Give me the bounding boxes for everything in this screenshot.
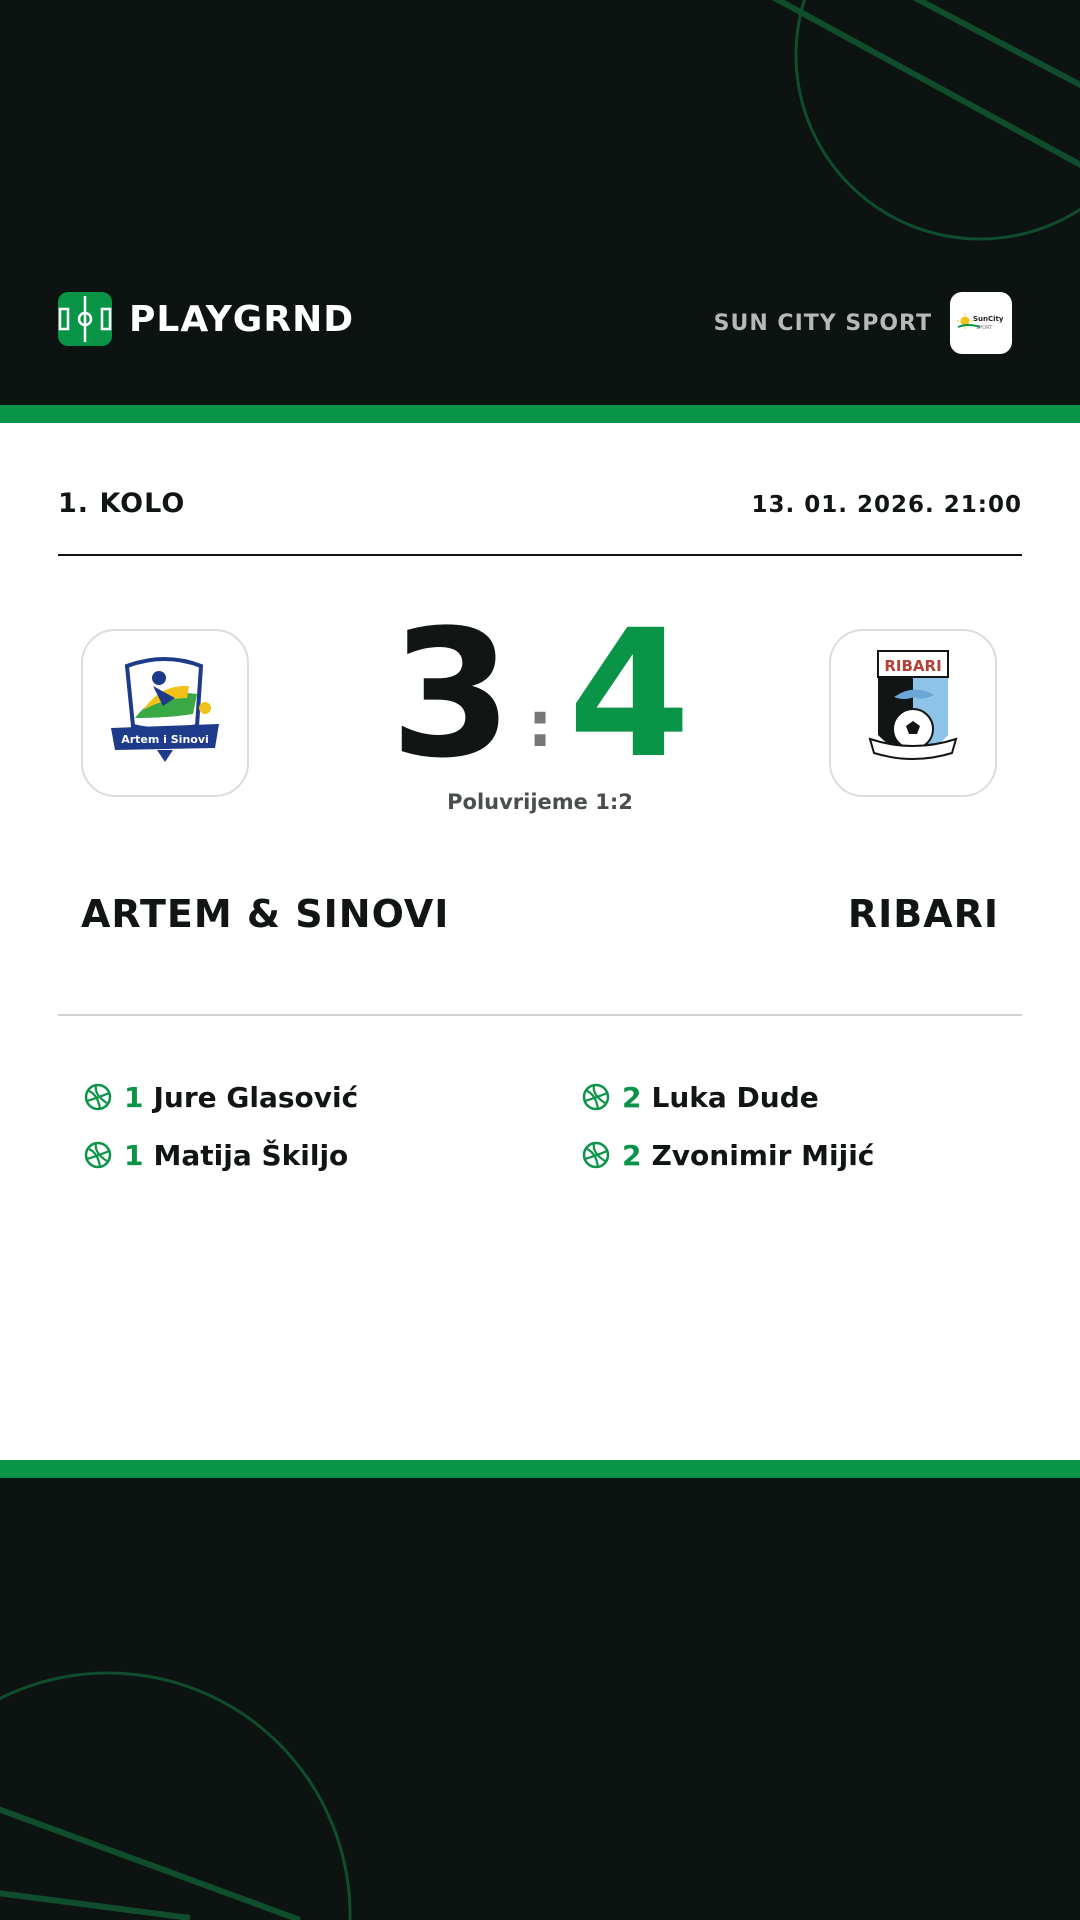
halftime-score: Poluvrijeme 1:2: [447, 790, 633, 814]
round-label: 1. KOLO: [58, 488, 186, 519]
sponsor-badge-text: SunCity: [973, 315, 1004, 323]
away-crest-text: RIBARI: [884, 657, 942, 675]
match-datetime: 13. 01. 2026. 21:00: [751, 492, 1022, 518]
home-team-crest: [81, 629, 249, 797]
sponsor: [714, 292, 1012, 354]
ball-icon: [84, 1083, 112, 1111]
ball-icon: [582, 1141, 610, 1169]
goal-count: 1: [124, 1080, 144, 1114]
header: [0, 0, 1080, 405]
away-scorers-list: [582, 1068, 1022, 1184]
player-name: Zvonimir Mijić: [651, 1138, 875, 1172]
away-team-crest: [829, 629, 997, 797]
list-item: [84, 1068, 524, 1126]
away-team-name: RIBARI: [847, 892, 999, 936]
away-score: 4: [568, 592, 691, 797]
sponsor-name: SUN CITY SPORT: [713, 310, 932, 336]
sponsor-logo: [950, 292, 1012, 354]
player-name: Jure Glasović: [153, 1080, 359, 1114]
pitch-icon: [58, 292, 112, 346]
accent-bar-bottom: [0, 1460, 1080, 1478]
home-crest-text: Artem i Sinovi: [121, 733, 209, 746]
brand: [58, 292, 354, 346]
ball-icon: [582, 1083, 610, 1111]
home-team-name: ARTEM & SINOVI: [81, 892, 450, 936]
goal-count: 2: [622, 1138, 642, 1172]
player-name: Matija Škiljo: [153, 1138, 349, 1172]
home-scorers-list: [84, 1068, 524, 1184]
accent-bar-top: [0, 405, 1080, 423]
sponsor-badge-subtext: SPORT: [976, 325, 993, 331]
player-name: Luka Dude: [651, 1080, 819, 1114]
footer: [0, 1478, 1080, 1920]
list-item: [84, 1126, 524, 1184]
brand-name: PLAYGRND: [129, 298, 355, 340]
goal-count: 2: [622, 1080, 642, 1114]
score-separator: :: [527, 688, 553, 761]
pitch-lines-decoration: [0, 1478, 1080, 1920]
list-item: [582, 1126, 1022, 1184]
home-score: 3: [390, 592, 513, 797]
goal-count: 1: [124, 1138, 144, 1172]
divider: [58, 1014, 1022, 1016]
divider: [58, 554, 1022, 556]
ball-icon: [84, 1141, 112, 1169]
list-item: [582, 1068, 1022, 1126]
scoreboard: [390, 592, 691, 797]
